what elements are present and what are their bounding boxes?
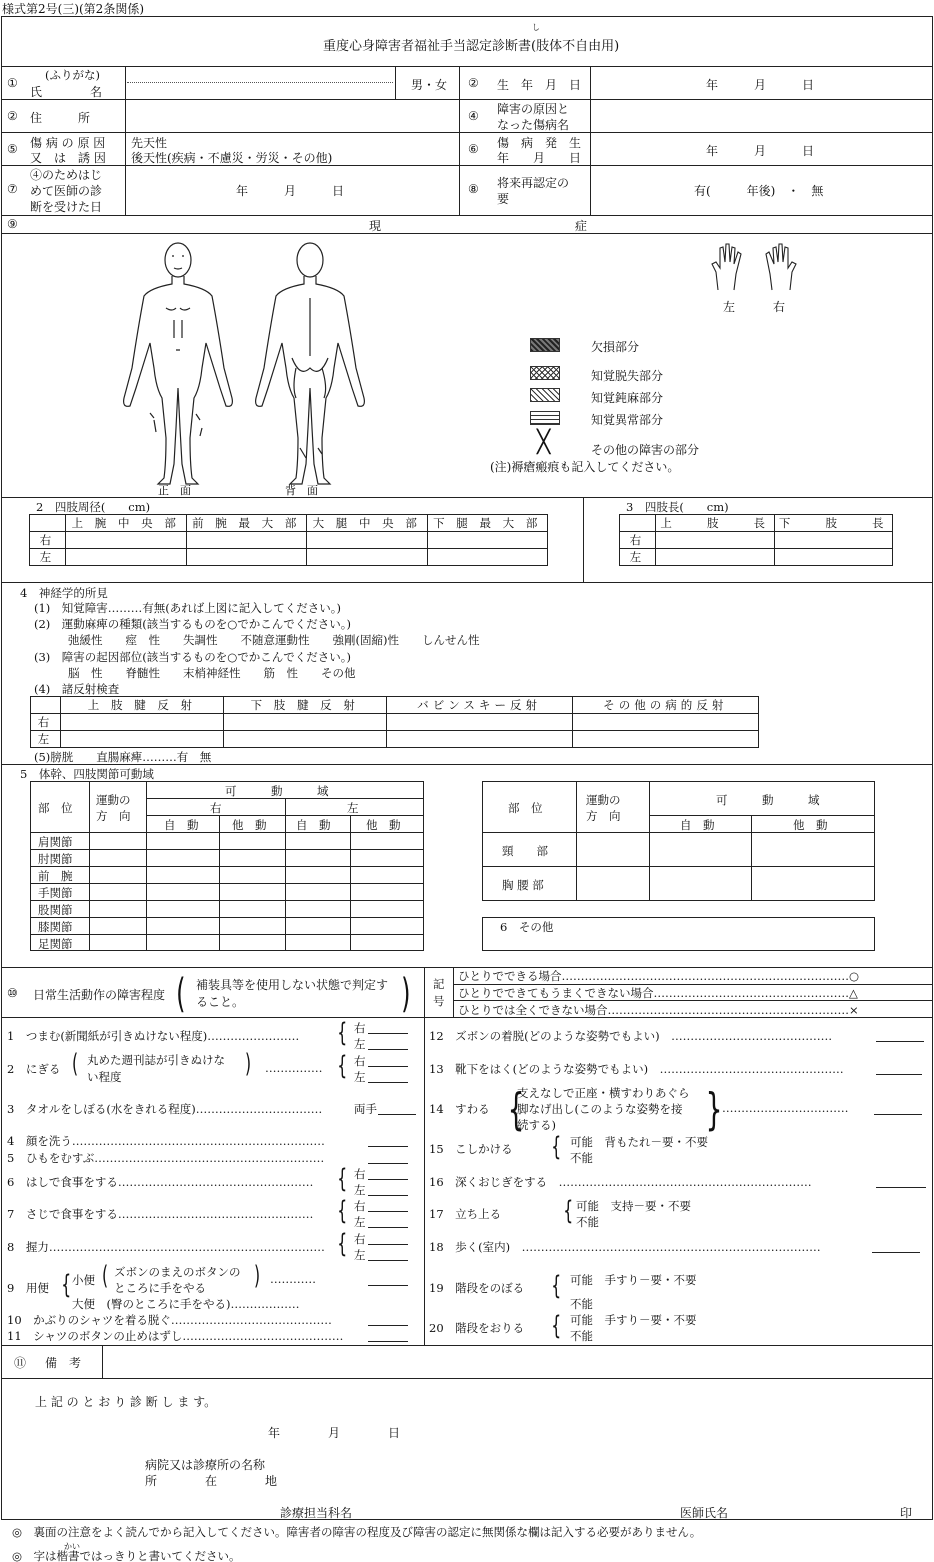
back-label: 背 面 [285,484,318,497]
birth-label: 生 年 月 日 [497,78,582,92]
acquired-option[interactable]: 後天性(疾病・不慮災・労災・その他) [131,151,333,165]
note-1: ◎ 裏面の注意をよく読んでから記入してください。障害者の障害の程度及び障害の認定に無関係な欄は記入する必要がありません。 [12,1525,702,1539]
diagnosis-date[interactable]: 年 月 日 [268,1426,401,1440]
front-figure [124,243,233,484]
seal-mark: 印 [900,1506,913,1520]
adl-title: 日常生活動作の障害程度 [33,988,166,1002]
sex-field[interactable]: 男・女 [411,78,448,92]
title-ruby: し [532,23,540,32]
form-title: 重度心身障害者福祉手当認定診断書(肢体不自由用) [323,39,620,54]
note-text: (注)褥瘡瘢痕も記入してください。 [490,460,680,474]
form-id: 様式第2号(三)(第2条関係) [2,2,144,16]
onset-value[interactable]: 年 月 日 [706,144,815,158]
hand-left-label: 左 [723,300,736,314]
name-label: 氏 名 [30,85,103,99]
legend-other-mark: ╳ [537,430,551,455]
reflex-table[interactable]: 上 肢 腱 反 射 下 肢 腱 反 射 バビンスキー反射 その他の病的反射 右 左 [30,696,759,748]
congenital-option[interactable]: 先天性 [131,136,168,150]
recert-value[interactable]: 有( 年後) ・ 無 [694,184,824,198]
note-2: ◎ 字は楷書ではっきりと書いてください。 [12,1549,241,1562]
birth-value[interactable]: 年 月 日 [706,78,815,92]
legend-hypoesthesia-swatch [530,388,560,402]
note-ruby: かい [64,1542,80,1551]
address-label: 住 所 [30,111,91,125]
front-label: 正 面 [158,484,191,497]
first-exam-value[interactable]: 年 月 日 [236,184,345,198]
hands-diagram[interactable] [708,242,804,294]
remarks-label: 備 考 [45,1356,82,1370]
legend-anesthesia-swatch [530,366,560,380]
hand-right-label: 右 [773,300,786,314]
furigana-label: (ふりがな) [45,68,100,82]
limb-length-table[interactable]: 上 肢 長 下 肢 長 右 左 [619,514,893,566]
legend-dysesthesia-swatch [530,411,560,425]
body-diagram[interactable] [110,238,370,500]
legend-loss-swatch [530,338,560,352]
circumference-table[interactable]: 上 腕 中 央 部 前 腕 最 大 部 大 腿 中 央 部 下 腿 最 大 部 右 左 [29,514,548,566]
back-figure [256,243,365,484]
